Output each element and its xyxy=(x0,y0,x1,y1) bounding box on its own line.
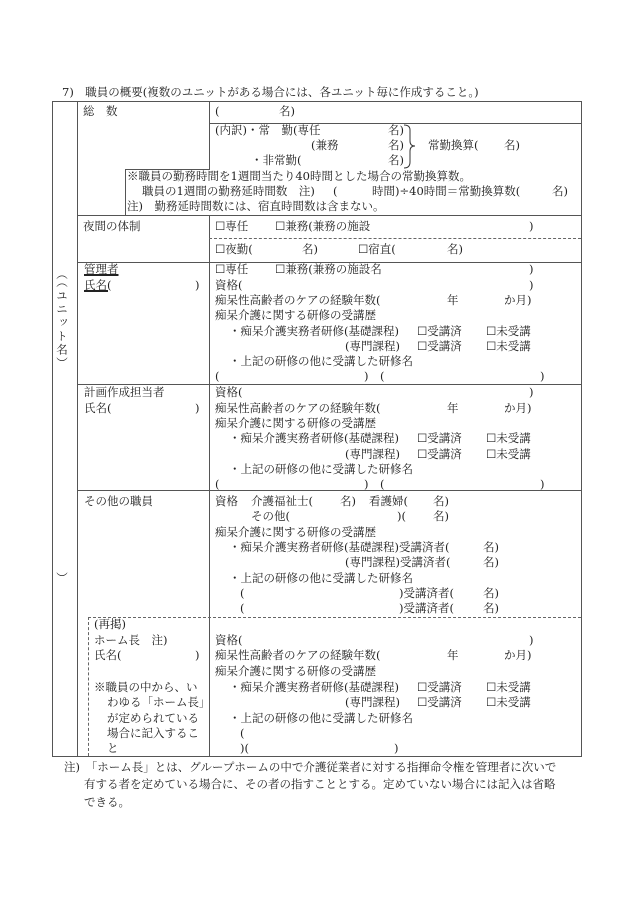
paren: )( xyxy=(240,741,249,755)
hours-formula: 時間)÷40時間＝常勤換算数( xyxy=(372,184,521,198)
unit-text: 名) xyxy=(433,494,449,508)
basic-done-checkbox[interactable]: ☐受講済 xyxy=(417,680,462,694)
unit-name-close: ） xyxy=(55,572,69,586)
home-note: ※職員の中から、い xyxy=(94,680,198,694)
hours-open: ( xyxy=(333,184,338,198)
special-done-checkbox[interactable]: ☐受講済 xyxy=(417,695,462,709)
home-note: わゆる「ホーム長」 xyxy=(107,695,211,709)
divider xyxy=(77,215,581,216)
dashed-divider xyxy=(209,238,581,239)
fte-note: ※職員の勤務時間を1週間当たり40時間とした場合の常勤換算数。 xyxy=(127,169,471,183)
basic-notdone-checkbox[interactable]: ☐未受講 xyxy=(486,431,531,445)
total-unit: 名) xyxy=(279,104,295,118)
hours-footnote: 注) 勤務延時間数には、宿直時間数は含まない。 xyxy=(127,199,385,213)
unit-text: 名) xyxy=(388,138,404,152)
home-manager-label: ホーム長 注) xyxy=(94,633,168,647)
other-qual-label: その他( xyxy=(251,509,290,523)
unit-text: 名) xyxy=(433,509,449,523)
training-label: 痴呆介護に関する研修の受講歴 xyxy=(215,525,376,539)
basic-course-label: ・痴呆介護実務者研修(基礎課程) xyxy=(229,324,399,338)
special-done-checkbox[interactable]: ☐受講済 xyxy=(417,447,462,461)
paren: ) xyxy=(195,401,200,415)
unit-text: 名) xyxy=(483,586,499,600)
on-call-checkbox[interactable]: ☐宿直( xyxy=(358,242,396,256)
dashed-divider xyxy=(88,617,89,756)
unit-text: 名) xyxy=(483,555,499,569)
basic-done-checkbox[interactable]: ☐受講済 xyxy=(417,324,462,338)
other-training-label: ・上記の研修の他に受講した研修名 xyxy=(229,462,413,476)
paren: ) ( xyxy=(364,369,385,383)
divider xyxy=(77,101,78,757)
paren: ( xyxy=(215,369,220,383)
paren: ) xyxy=(195,648,200,662)
special-notdone-checkbox[interactable]: ☐未受講 xyxy=(486,695,531,709)
manager-concurrent-checkbox[interactable]: ☐兼務(兼務の施設名 xyxy=(275,262,382,276)
divider xyxy=(77,490,581,491)
night-shift-checkbox[interactable]: ☐夜勤( xyxy=(215,242,253,256)
divider xyxy=(52,756,582,757)
footnote-line: 注) 「ホーム長」とは、グループホームの中で介護従業者に対する指揮命令権を管理者に次いで xyxy=(64,760,557,774)
paren: ) xyxy=(529,262,534,276)
other-training-label: ・上記の研修の他に受講した研修名 xyxy=(229,711,413,725)
night-concurrent-checkbox[interactable]: ☐兼務(兼務の施設 xyxy=(275,219,371,233)
basic-notdone-checkbox[interactable]: ☐未受講 xyxy=(486,324,531,338)
manager-dedicated-checkbox[interactable]: ☐専任 xyxy=(215,262,249,276)
dashed-divider xyxy=(88,617,581,618)
experience-label: 痴呆性高齢者のケアの経験年数( xyxy=(215,401,381,415)
basic-course-label: ・痴呆介護実務者研修(基礎課程) xyxy=(229,680,399,694)
fte-label: 常勤換算( xyxy=(428,138,479,152)
fulltime-concurrent-label: (兼務 xyxy=(311,138,339,152)
qualification-label: 資格( xyxy=(215,278,243,292)
paren: ( xyxy=(240,726,245,740)
unit-text: 名) xyxy=(302,242,318,256)
divider xyxy=(209,215,210,756)
qualification-label: 資格( xyxy=(215,633,243,647)
trained-label: )受講済者( xyxy=(399,586,454,600)
year-unit: 年 xyxy=(447,293,459,307)
paren: ) xyxy=(540,369,545,383)
divider xyxy=(125,169,126,215)
unit-text: 名) xyxy=(447,242,463,256)
experience-label: 痴呆性高齢者のケアの経験年数( xyxy=(215,648,381,662)
planner-label: 計画作成担当者 xyxy=(84,385,165,399)
unit-text: 名) xyxy=(483,540,499,554)
footnote-line: 有する者を定めている場合に、その者の指すこととする。定めていない場合には記入は省略 xyxy=(84,777,556,791)
training-label: 痴呆介護に関する研修の受講歴 xyxy=(215,664,376,678)
paren: ) xyxy=(529,278,534,292)
special-course-label: (専門課程) xyxy=(345,695,400,709)
month-unit: か月) xyxy=(504,648,532,662)
training-label: 痴呆介護に関する研修の受講歴 xyxy=(215,308,376,322)
hours-note: 職員の1週間の勤務延時間数 注) xyxy=(142,184,315,198)
special-notdone-checkbox[interactable]: ☐未受講 xyxy=(486,447,531,461)
divider xyxy=(52,101,53,757)
nurse-label: 看護婦( xyxy=(369,494,408,508)
special-notdone-checkbox[interactable]: ☐未受講 xyxy=(486,339,531,353)
qualification-label: 資格 xyxy=(215,494,238,508)
repost-label: (再掲) xyxy=(94,617,126,631)
year-unit: 年 xyxy=(447,648,459,662)
home-note: が定められている xyxy=(107,711,199,725)
footnote-line: できる。 xyxy=(84,795,130,809)
section-title: 7) 職員の概要(複数のユニットがある場合には、各ユニット毎に作成すること。) xyxy=(62,85,479,99)
total-open: ( xyxy=(215,104,220,118)
year-unit: 年 xyxy=(447,401,459,415)
manager-label: 管理者 xyxy=(84,262,119,276)
basic-notdone-checkbox[interactable]: ☐未受講 xyxy=(486,680,531,694)
paren: ( xyxy=(215,477,220,491)
special-done-checkbox[interactable]: ☐受講済 xyxy=(417,339,462,353)
paren: ) ( xyxy=(364,477,385,491)
paren: )( xyxy=(397,509,406,523)
experience-label: 痴呆性高齢者のケアの経験年数( xyxy=(215,293,381,307)
special-trained-label: (専門課程)受講済者( xyxy=(345,555,451,569)
basic-course-label: ・痴呆介護実務者研修(基礎課程) xyxy=(229,431,399,445)
other-training-label: ・上記の研修の他に受講した研修名 xyxy=(229,571,413,585)
divider xyxy=(209,101,210,169)
unit-text: 名) xyxy=(504,138,520,152)
other-staff-label: その他の職員 xyxy=(84,494,153,508)
divider xyxy=(52,101,582,102)
paren: ) xyxy=(195,278,200,292)
unit-name-label: （（ユニット名） xyxy=(55,268,69,371)
home-note: と xyxy=(107,741,119,755)
unit-text: 名) xyxy=(388,123,404,137)
planner-name-label: 氏名( xyxy=(84,401,112,415)
basic-trained-label: ・痴呆介護実務者研修(基礎課程)受講済者( xyxy=(229,540,450,554)
night-dedicated-checkbox[interactable]: ☐専任 xyxy=(215,219,249,233)
special-course-label: (専門課程) xyxy=(345,447,400,461)
parttime-label: ・非常勤( xyxy=(251,153,302,167)
month-unit: か月) xyxy=(504,401,532,415)
unit-text: 名) xyxy=(552,184,568,198)
unit-text: 名) xyxy=(388,153,404,167)
unit-text: 名) xyxy=(340,494,356,508)
paren: ) xyxy=(529,219,534,233)
home-note: 場合に記入するこ xyxy=(107,726,199,740)
fulltime-dedicated-label: (内訳)・常 勤(専任 xyxy=(215,123,321,137)
trained-label: )受講済者( xyxy=(399,601,454,615)
paren: ) xyxy=(529,385,534,399)
special-course-label: (専門課程) xyxy=(345,339,400,353)
brace-icon xyxy=(403,124,417,169)
care-worker-label: 介護福祉士( xyxy=(251,494,313,508)
home-manager-name-label: 氏名( xyxy=(94,648,122,662)
other-training-label: ・上記の研修の他に受講した研修名 xyxy=(229,354,413,368)
paren: ( xyxy=(240,601,245,615)
unit-text: 名) xyxy=(483,601,499,615)
divider xyxy=(581,101,582,757)
paren: ) xyxy=(394,741,399,755)
month-unit: か月) xyxy=(504,293,532,307)
paren: ) xyxy=(529,633,534,647)
paren: ) xyxy=(540,477,545,491)
training-label: 痴呆介護に関する研修の受講歴 xyxy=(215,416,376,430)
total-label: 総 数 xyxy=(83,104,118,118)
paren: ( xyxy=(240,586,245,600)
manager-name-label: 氏名( xyxy=(84,278,112,292)
night-label: 夜間の体制 xyxy=(83,219,141,233)
qualification-label: 資格( xyxy=(215,385,243,399)
basic-done-checkbox[interactable]: ☐受講済 xyxy=(417,431,462,445)
